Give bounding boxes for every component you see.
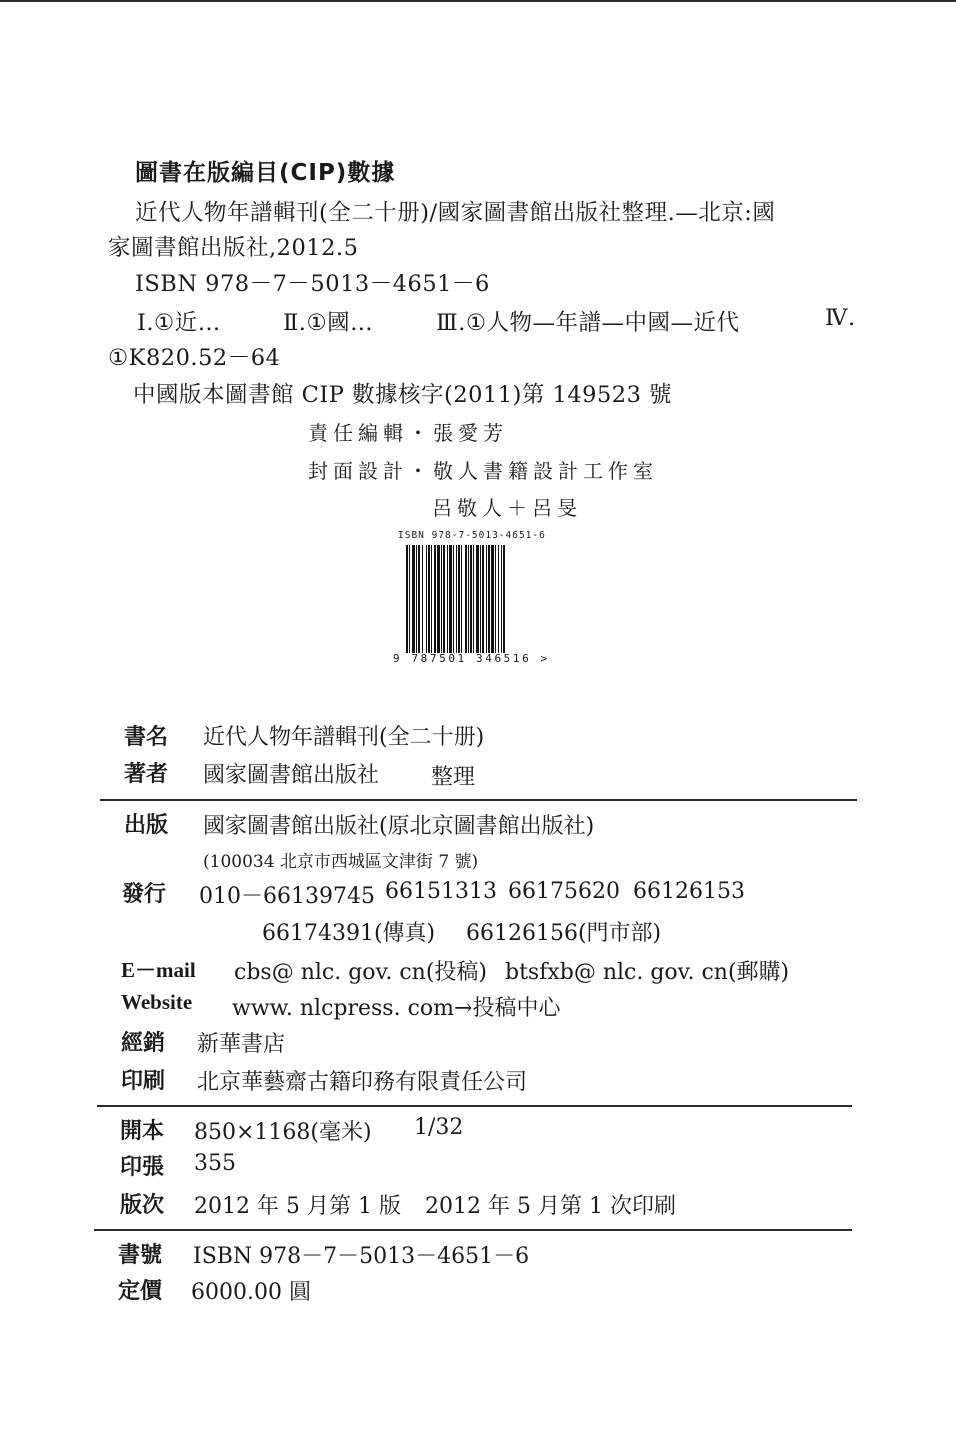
cip-heading: 圖書在版編目(CIP)數據 [135,160,396,186]
top-border-line [0,0,956,2]
cip-subject-1: Ⅰ.①近… [137,310,221,336]
cip-isbn: ISBN 978－7－5013－4651－6 [135,271,490,297]
divider-3 [94,1229,852,1231]
price-label: 定價 [118,1279,163,1304]
cip-subject-3: Ⅲ.①人物—年譜—中國—近代 [436,310,740,336]
author-value: 國家圖書館出版社 [203,763,380,788]
publisher-address: (100034 北京市西城區文津街 7 號) [203,852,479,872]
isbn-value: ISBN 978－7－5013－4651－6 [193,1244,530,1269]
author-role: 整理 [431,765,476,790]
divider-2 [97,1105,852,1107]
phone-1: 010－66139745 [199,884,375,909]
barcode-digits: 9 787501 346516 > [393,652,550,665]
phone-3: 66175620 [508,879,620,904]
format-label: 開本 [120,1119,165,1144]
cip-subject-2: Ⅱ.①國… [283,310,374,336]
format-fraction: 1/32 [414,1115,464,1140]
isbn-label: 書號 [118,1243,163,1268]
phone-2: 66151313 [385,879,497,904]
format-value: 850×1168(毫米) [194,1120,372,1145]
cip-line-2: 家圖書館出版社,2012.5 [108,235,359,261]
seller-value: 新華書店 [197,1032,286,1057]
cip-subject-4: Ⅳ. [825,305,856,331]
printer-label: 印刷 [121,1069,166,1094]
credit-cover-design: 封面設計・敬人書籍設計工作室 [308,459,658,483]
edition-value: 2012 年 5 月第 1 版 [194,1194,401,1219]
distribution-label: 發行 [122,882,167,907]
publisher-label: 出版 [124,813,169,838]
cip-classification: ①K820.52－64 [108,345,281,371]
printing-value: 2012 年 5 月第 1 次印刷 [425,1194,676,1219]
divider-1 [100,799,857,801]
phone-store: 66126156(門市部) [466,921,662,946]
edition-label: 版次 [120,1193,165,1218]
title-value: 近代人物年譜輯刊(全二十册) [203,725,485,750]
email-label: E－mail [121,958,196,982]
email-orders: btsfxb@ nlc. gov. cn(郵購) [505,960,790,985]
email-submissions: cbs@ nlc. gov. cn(投稿) [234,960,487,985]
credit-designers: 呂敬人＋呂旻 [432,496,582,520]
credit-editor: 責任編輯・張愛芳 [308,421,508,445]
printer-value: 北京華藝齋古籍印務有限責任公司 [197,1070,528,1095]
sheets-label: 印張 [120,1155,165,1180]
title-label: 書名 [124,725,169,750]
publisher-value: 國家圖書館出版社(原北京圖書館出版社) [203,814,595,839]
barcode [406,545,556,653]
barcode-isbn-text: ISBN 978-7-5013-4651-6 [398,530,546,541]
phone-fax: 66174391(傳真) [262,921,436,946]
author-label: 著者 [124,762,169,787]
phone-4: 66126153 [633,879,745,904]
cip-record-number: 中國版本圖書館 CIP 數據核字(2011)第 149523 號 [133,382,673,408]
sheets-value: 355 [194,1151,236,1176]
cip-line-1: 近代人物年譜輯刊(全二十册)/國家圖書館出版社整理.—北京:國 [135,200,776,226]
price-value: 6000.00 圓 [191,1280,311,1305]
website-value: www. nlcpress. com→投稿中心 [232,996,561,1021]
website-label: Website [121,990,193,1014]
seller-label: 經銷 [121,1031,166,1056]
